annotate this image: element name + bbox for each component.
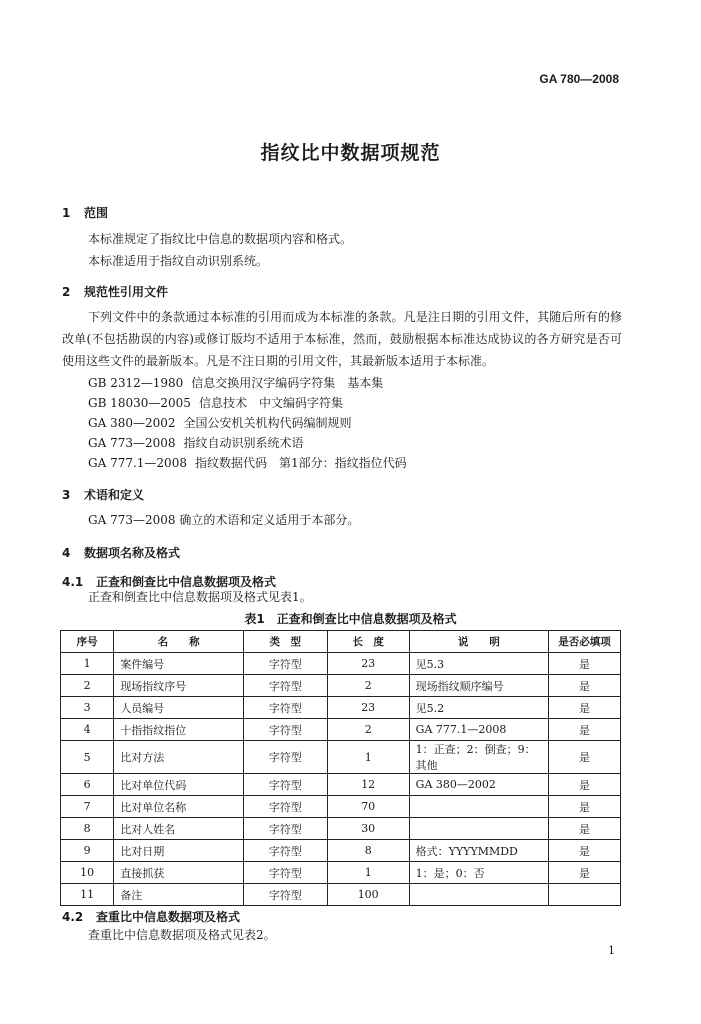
paragraph: 查重比中信息数据项及格式见表2。 [88, 928, 276, 942]
reference-item: GA 777.1—2008 指纹数据代码 第1部分：指纹指位代码 [88, 456, 407, 470]
table-row [61, 884, 621, 906]
table-cell: 70 [327, 796, 409, 818]
table-row [61, 818, 621, 840]
paragraph: 正查和倒查比中信息数据项及格式见表1。 [88, 590, 312, 604]
section-1-heading [62, 204, 108, 221]
table-cell: 是 [549, 675, 621, 697]
table-cell [409, 884, 548, 906]
table-cell: 比对方法 [114, 741, 244, 774]
paragraph: 本标准规定了指纹比中信息的数据项内容和格式。 [88, 232, 353, 246]
reference-item: GB 18030—2005 信息技术 中文编码字符集 [88, 396, 343, 410]
section-title: 规范性引用文件 [84, 285, 169, 299]
table-cell: 比对单位代码 [114, 774, 244, 796]
table-cell: 比对单位名称 [114, 796, 244, 818]
table-cell: GA 777.1—2008 [409, 719, 548, 741]
table-row [61, 741, 621, 774]
table-cell: 是 [549, 697, 621, 719]
table-cell: 是 [549, 862, 621, 884]
table-row [61, 697, 621, 719]
table-cell: 2 [327, 675, 409, 697]
paragraph: 下列文件中的条款通过本标准的引用而成为本标准的条款。凡是注日期的引用文件，其随后所有的修改单(不包括勘误的内容)或修订版均不适用于本标准，然而，鼓励根据本标准达成协议的各方研究是否可使用这些文件的最新版本。凡是不注日期的引用文件，其最新版本适用于本标准。 [62, 310, 622, 368]
table-cell: 1 [327, 862, 409, 884]
table-cell: 字符型 [243, 653, 327, 675]
column-header: 长 度 [327, 631, 409, 653]
table-cell: 1 [327, 741, 409, 774]
table-cell: 字符型 [243, 796, 327, 818]
table-cell: 5 [61, 741, 114, 774]
table-cell: 8 [327, 840, 409, 862]
table-cell: 比对人姓名 [114, 818, 244, 840]
section-title: 术语和定义 [84, 488, 145, 502]
table-row [61, 653, 621, 675]
section-number: 1 [62, 206, 71, 220]
column-header: 是否必填项 [549, 631, 621, 653]
table-cell: 字符型 [243, 884, 327, 906]
table-cell: 字符型 [243, 862, 327, 884]
section-2-heading [62, 283, 168, 300]
table-cell: 比对日期 [114, 840, 244, 862]
column-header: 说 明 [409, 631, 548, 653]
table-cell: 12 [327, 774, 409, 796]
table-cell: 2 [327, 719, 409, 741]
table-cell: 字符型 [243, 741, 327, 774]
section-title: 数据项名称及格式 [84, 546, 181, 560]
table-cell: 8 [61, 818, 114, 840]
table-cell: 3 [61, 697, 114, 719]
table-row [61, 774, 621, 796]
paragraph: 本标准适用于指纹自动识别系统。 [88, 254, 269, 268]
table-cell: 字符型 [243, 840, 327, 862]
table-row [61, 675, 621, 697]
table-cell: 23 [327, 697, 409, 719]
table-cell: 2 [61, 675, 114, 697]
table-cell [409, 796, 548, 818]
table-cell: 案件编号 [114, 653, 244, 675]
column-header: 类 型 [243, 631, 327, 653]
paragraph: GA 773—2008 确立的术语和定义适用于本部分。 [88, 513, 360, 527]
data-items-table [60, 630, 621, 906]
section-number: 4 [62, 546, 71, 560]
table-cell: 是 [549, 741, 621, 774]
table-cell: 字符型 [243, 774, 327, 796]
column-header: 序号 [61, 631, 114, 653]
table-cell: 字符型 [243, 697, 327, 719]
section-4-heading [62, 544, 180, 561]
table-cell: 见5.2 [409, 697, 548, 719]
table-cell: 是 [549, 796, 621, 818]
table-header-row [61, 631, 621, 653]
reference-item: GB 2312—1980 信息交换用汉字编码字符集 基本集 [88, 376, 384, 390]
table-cell: 是 [549, 840, 621, 862]
table-row [61, 719, 621, 741]
table-cell: 7 [61, 796, 114, 818]
table-cell [409, 818, 548, 840]
table-cell: 直接抓获 [114, 862, 244, 884]
table-cell: 30 [327, 818, 409, 840]
section-number: 2 [62, 285, 71, 299]
section-3-heading [62, 486, 144, 503]
table-cell: 字符型 [243, 719, 327, 741]
reference-item: GA 380—2002 全国公安机关机构代码编制规则 [88, 416, 352, 430]
table-cell: 9 [61, 840, 114, 862]
table-row [61, 796, 621, 818]
table-cell: 1：是；0：否 [409, 862, 548, 884]
table-cell: GA 380—2002 [409, 774, 548, 796]
page-title: 指纹比中数据项规范 [260, 142, 441, 164]
table-row [61, 862, 621, 884]
table-cell: 十指指纹指位 [114, 719, 244, 741]
table-cell: 11 [61, 884, 114, 906]
table-cell: 是 [549, 653, 621, 675]
page-number: 1 [608, 944, 615, 957]
table-cell: 6 [61, 774, 114, 796]
column-header: 名 称 [114, 631, 244, 653]
section-title: 查重比中信息数据项及格式 [96, 910, 241, 924]
section-number: 4.1 [62, 575, 84, 589]
table-caption: 表1 正查和倒查比中信息数据项及格式 [244, 612, 457, 626]
table-cell: 字符型 [243, 675, 327, 697]
table-cell: 100 [327, 884, 409, 906]
table-cell: 10 [61, 862, 114, 884]
section-title: 范围 [84, 206, 109, 220]
section-title: 正查和倒查比中信息数据项及格式 [96, 575, 277, 589]
table-cell: 见5.3 [409, 653, 548, 675]
table-cell: 4 [61, 719, 114, 741]
table-cell: 人员编号 [114, 697, 244, 719]
table-cell: 备注 [114, 884, 244, 906]
table-row [61, 840, 621, 862]
section-number: 4.2 [62, 910, 84, 924]
table-cell: 格式：YYYYMMDD [409, 840, 548, 862]
table-cell: 字符型 [243, 818, 327, 840]
reference-item: GA 773—2008 指纹自动识别系统术语 [88, 436, 304, 450]
table-cell: 是 [549, 774, 621, 796]
table-cell: 是 [549, 719, 621, 741]
table-cell: 是 [549, 818, 621, 840]
table-cell: 现场指纹顺序编号 [409, 675, 548, 697]
table-cell: 1：正查；2：倒查；9：其他 [409, 741, 548, 774]
table-cell: 现场指纹序号 [114, 675, 244, 697]
section-number: 3 [62, 488, 71, 502]
table-cell: 1 [61, 653, 114, 675]
section-4-2-heading [62, 908, 240, 925]
table-cell [549, 884, 621, 906]
standard-number: GA 780—2008 [539, 72, 619, 86]
table-cell: 23 [327, 653, 409, 675]
